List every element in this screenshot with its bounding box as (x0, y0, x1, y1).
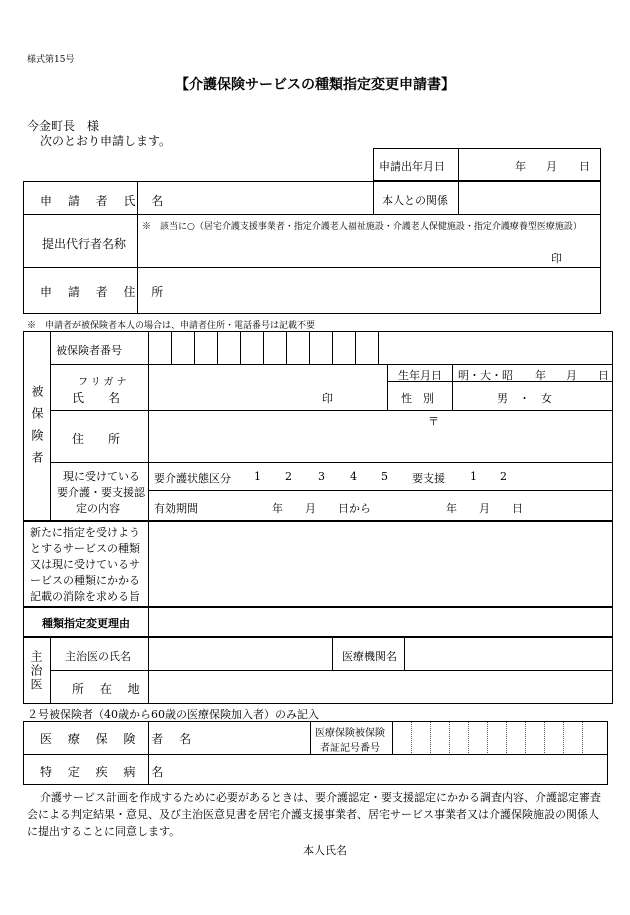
change-reason-label: 種類指定変更理由 (42, 617, 130, 630)
card-label-line2: 者証記号番号 (320, 743, 380, 754)
service-request-line3: 又は現に受けているサ (30, 558, 140, 571)
proxy-seal: 印 (551, 252, 562, 265)
dob-era[interactable]: 明・大・昭 (458, 369, 513, 382)
form-number: 様式第15号 (27, 55, 75, 65)
applicant-note: ※ 申請者が被保険者本人の場合は、申請者住所・電話番号は記載不要 (27, 321, 316, 331)
cert-label-line2: 要介護・要支援認 (57, 486, 145, 499)
doctor-address-field[interactable] (149, 672, 611, 702)
card-number-field[interactable] (393, 723, 606, 753)
doctor-name-label: 主治医の氏名 (65, 650, 131, 663)
cert-label-line3: 定の内容 (76, 502, 120, 515)
support-level-1[interactable]: 1 (470, 470, 477, 483)
addressee: 今金町長 様 (27, 119, 100, 133)
applicant-address-field[interactable] (138, 269, 598, 312)
change-reason-field[interactable] (149, 608, 611, 636)
institution-field[interactable] (405, 639, 611, 669)
dob-day: 日 (598, 369, 609, 382)
care-level-1[interactable]: 1 (254, 470, 261, 483)
relation-field[interactable] (459, 183, 599, 213)
service-request-line1: 新たに指定を受けよう (30, 526, 140, 539)
institution-label: 医療機関名 (342, 650, 397, 663)
disease-label: 特 定 疾 病 名 (40, 765, 170, 779)
application-date-month: 月 (546, 160, 557, 173)
support-level-2[interactable]: 2 (500, 470, 507, 483)
care-level-2[interactable]: 2 (285, 470, 292, 483)
consent-line2: 会による判定結果・意見、及び主治医意見書を居宅介護支援事業者、居宅サービス事業者又は介護保険施設の関係人 (27, 808, 599, 821)
consent-line1: 介護サービス計画を作成するために必要があるときは、要介護認定・要支援認定にかかる調査内容、介護認定審査 (40, 791, 601, 804)
type2-note: ２号被保険者（40歳から60歳の医療保険加入者）のみ記入 (27, 708, 319, 721)
consent-line3: に提出することに同意します。 (27, 825, 181, 838)
insured-name-label: 氏 名 (72, 391, 121, 405)
furigana-label: フリガナ (78, 377, 130, 388)
intro-text: 次のとおり申請します。 (40, 134, 172, 148)
insured-address-field[interactable] (149, 412, 611, 460)
application-date-label: 申請出年月日 (379, 160, 445, 173)
applicant-name-field[interactable] (138, 183, 372, 213)
validity-label: 有効期間 (154, 502, 198, 515)
insurer-field[interactable] (149, 723, 309, 753)
care-level-label: 要介護状態区分 (154, 472, 231, 485)
card-label-line1: 医療保険被保険 (315, 728, 385, 739)
doctor-name-field[interactable] (149, 639, 331, 669)
dob-year: 年 (535, 369, 546, 382)
applicant-name-label: 申 請 者 氏 名 (40, 194, 170, 208)
insured-number-label: 被保険者番号 (56, 344, 122, 357)
form-title: 【介護保険サービスの種類指定変更申請書】 (175, 77, 455, 93)
care-level-3[interactable]: 3 (318, 470, 325, 483)
sex-options[interactable]: 男 ・ 女 (497, 392, 552, 405)
service-request-line4: ービスの種類にかかる (30, 574, 140, 587)
proxy-field[interactable] (138, 232, 538, 264)
service-request-line2: とするサービスの種類 (30, 542, 140, 555)
validity-to[interactable]: 年 月 日 (446, 502, 523, 515)
relation-label: 本人との関係 (382, 194, 448, 207)
validity-from[interactable]: 年 月 日から (272, 502, 371, 515)
proxy-note: ※ 該当に○（居宅介護支援事業者・指定介護老人福祉施設・介護老人保健施設・指定介護療養型医療施設） (142, 222, 582, 232)
applicant-address-label: 申 請 者 住 所 (40, 285, 170, 299)
insured-name-field[interactable] (149, 366, 384, 408)
sex-label: 性 別 (401, 392, 434, 405)
application-date-year: 年 (515, 160, 526, 173)
proxy-label: 提出代行者名称 (42, 237, 127, 251)
dob-month: 月 (566, 369, 577, 382)
support-label: 要支援 (412, 472, 445, 485)
insured-address-label: 住 所 (72, 432, 121, 446)
care-level-4[interactable]: 4 (350, 470, 357, 483)
insured-seal: 印 (322, 392, 333, 405)
service-request-line5: 記載の消除を求める旨 (30, 590, 140, 603)
doctor-address-label: 所 在 地 (72, 682, 146, 696)
insurer-label: 医 療 保 険 者 名 (40, 732, 198, 746)
service-request-field[interactable] (149, 522, 611, 606)
care-level-5[interactable]: 5 (381, 470, 388, 483)
cert-label-line1: 現に受けている (63, 470, 140, 483)
application-date-day: 日 (579, 160, 590, 173)
signature-label: 本人氏名 (303, 844, 347, 857)
doctor-side-label: 主治医 (29, 650, 43, 692)
signature-field[interactable] (360, 838, 590, 858)
postal-mark: 〒 (428, 415, 439, 428)
dob-label: 生年月日 (398, 369, 442, 382)
insured-side-label: 被保険者 (30, 385, 44, 473)
disease-field[interactable] (149, 756, 606, 783)
insured-number-field[interactable] (149, 332, 378, 363)
